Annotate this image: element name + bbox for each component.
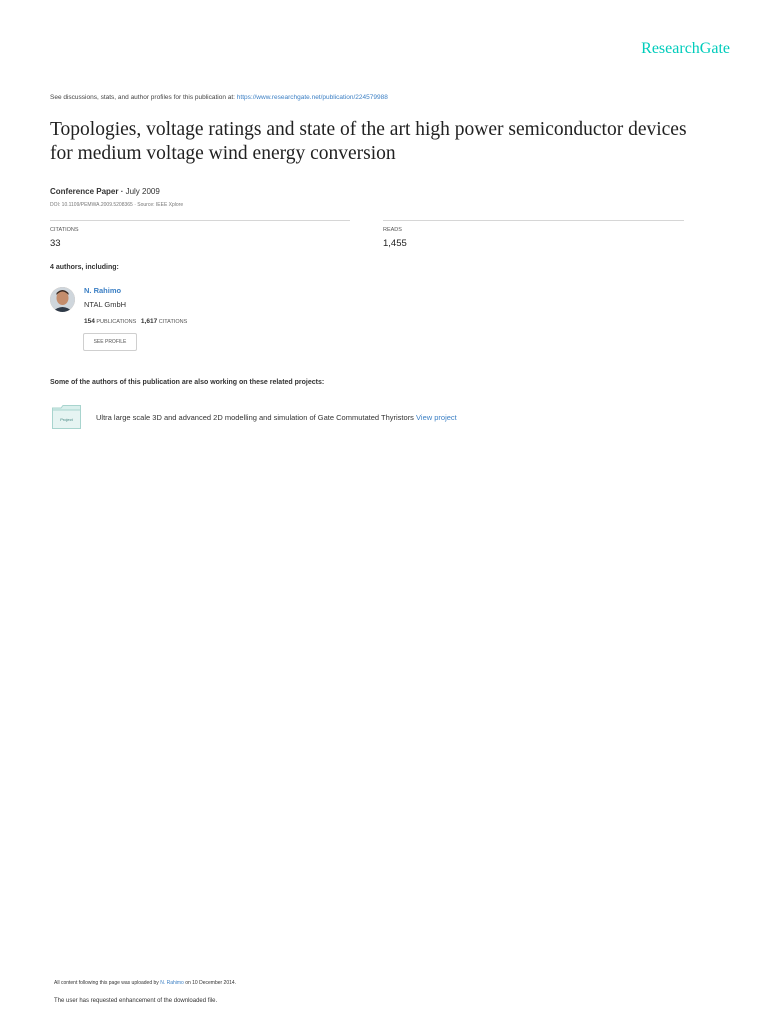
reads-divider [383, 220, 684, 221]
project-folder-icon[interactable] [52, 405, 81, 429]
project-entry [96, 413, 457, 422]
citations-label: CITATIONS [50, 227, 79, 233]
author-publications-count: 154 [84, 318, 95, 325]
upload-prefix: All content following this page was uploaded by [54, 980, 159, 986]
see-profile-button[interactable]: SEE PROFILE [83, 333, 137, 351]
citations-value: 33 [50, 238, 61, 249]
author-publications-label: PUBLICATIONS [96, 319, 137, 325]
discussion-prefix: See discussions, stats, and author profiles for this publication at: [50, 94, 237, 101]
reads-label: READS [383, 227, 402, 233]
citations-divider [50, 220, 350, 221]
paper-type: Conference Paper [50, 187, 119, 196]
paper-type-line: Conference Paper · July 2009 [50, 187, 160, 196]
upload-notice [54, 980, 236, 986]
project-title: Ultra large scale 3D and advanced 2D modelling and simulation of Gate Commutated Thyristors [96, 413, 414, 422]
upload-suffix: on 10 December 2014. [185, 980, 237, 986]
author-citations-label: CITATIONS [158, 319, 188, 325]
author-photo-icon [50, 287, 75, 312]
author-citations-count: 1,617 [140, 318, 158, 325]
author-affiliation: NTAL GmbH [84, 300, 127, 309]
paper-date: July 2009 [125, 187, 160, 196]
author-name-link[interactable]: N. Rahimo [84, 286, 122, 295]
reads-value: 1,455 [383, 238, 407, 249]
author-avatar[interactable] [50, 287, 75, 312]
discussion-notice [50, 94, 388, 101]
related-projects-heading: Some of the authors of this publication are also working on these related projects: [50, 379, 325, 386]
paper-doi: DOI: 10.1109/PEMWA.2009.5208365 · Source: IEEE Xplore [50, 202, 184, 208]
project-icon-label: Project [60, 417, 73, 422]
view-project-link[interactable]: View project [416, 413, 457, 422]
enhancement-note: The user has requested enhancement of the downloaded file. [54, 998, 218, 1004]
publication-url-link[interactable]: https://www.researchgate.net/publication/224579988 [236, 94, 388, 101]
authors-heading: 4 authors, including: [50, 264, 119, 271]
folder-icon [52, 405, 81, 429]
author-stats [84, 318, 187, 325]
researchgate-logo[interactable]: ResearchGate [641, 40, 730, 57]
uploader-link[interactable]: N. Rahimo [160, 980, 184, 986]
paper-title: Topologies, voltage ratings and state of the art high power semiconductor devices for medium voltage wind energy conversion [50, 119, 687, 164]
